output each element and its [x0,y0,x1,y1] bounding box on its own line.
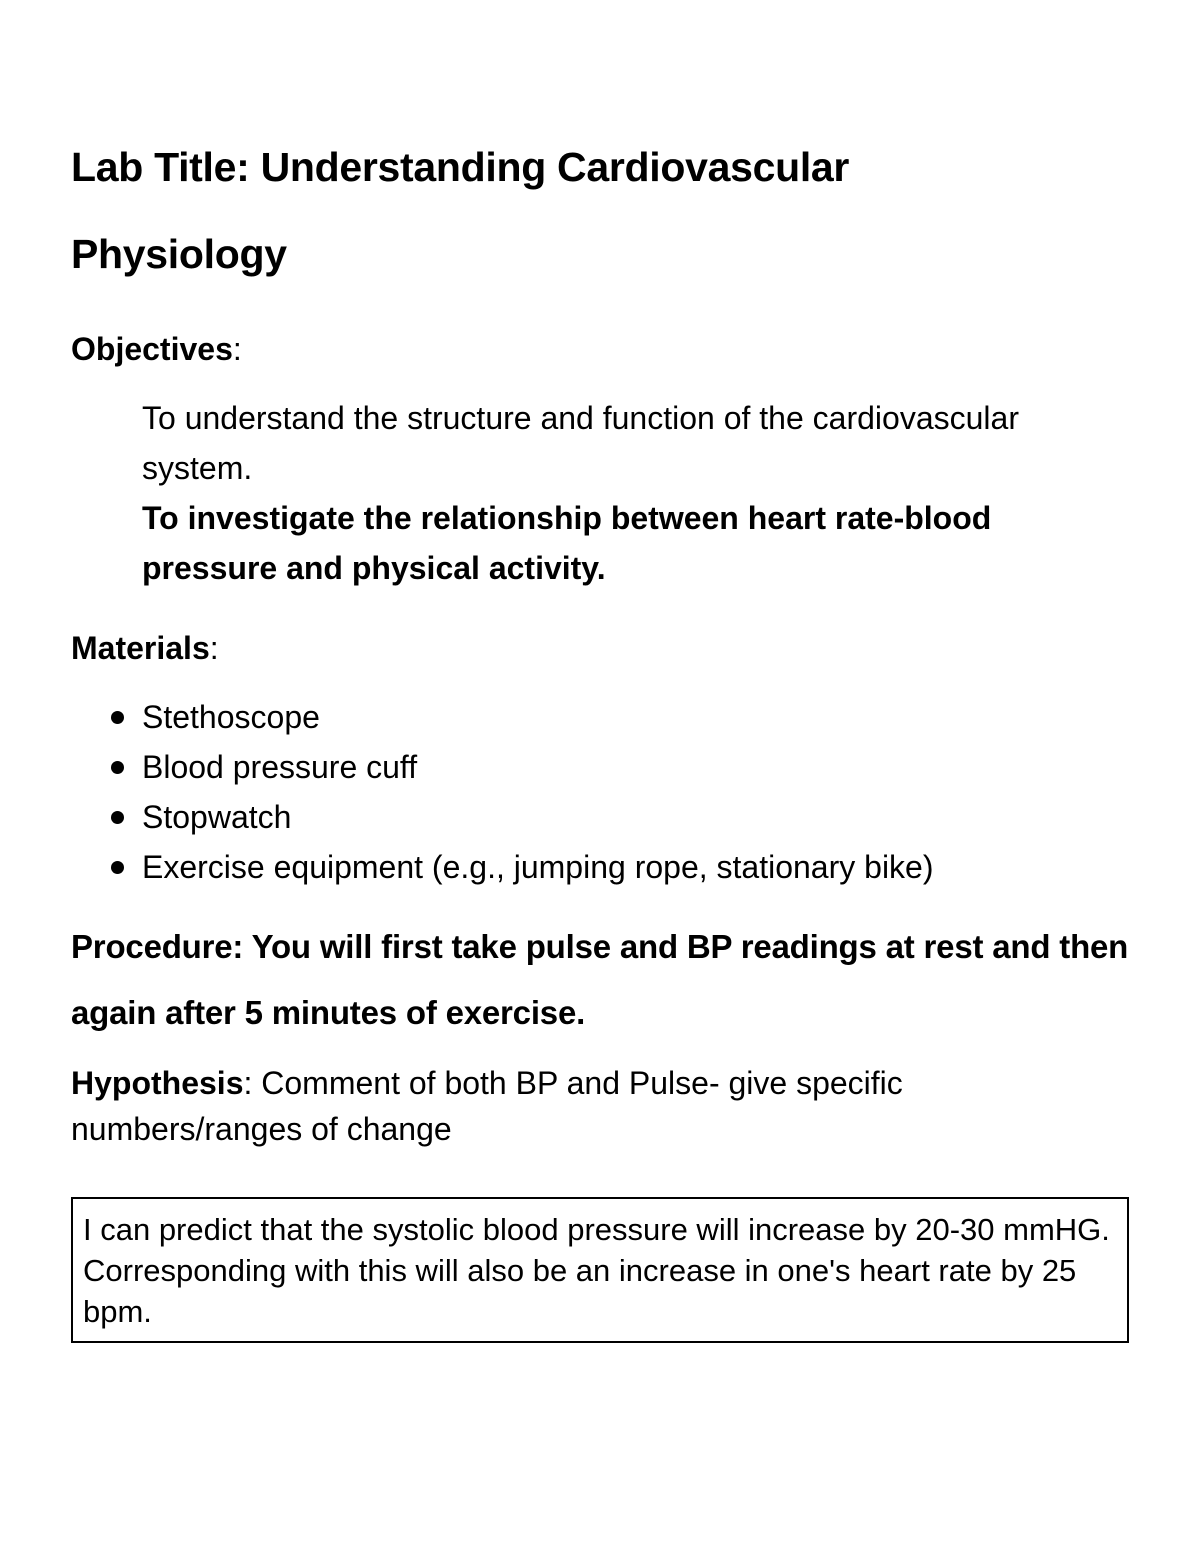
objective-item: To investigate the relationship between heart rate-blood pressure and physical activity. [142,500,992,586]
objectives-heading [71,329,242,369]
bullet-icon [111,761,124,774]
materials-heading [71,628,219,668]
materials-label: Materials [71,630,210,666]
hypothesis-prompt: : Comment of both BP and Pulse- give specific numbers/ranges of change [71,1065,903,1147]
materials-list [71,692,934,892]
hypothesis-answer-box[interactable]: I can predict that the systolic blood pressure will increase by 20-30 mmHG. Corresponding with this will also be an increase in one's heart rate by 25 bpm. [71,1197,1129,1343]
materials-colon: : [209,630,219,666]
objective-item: To understand the structure and function of the cardiovascular system. [142,400,1019,486]
bullet-icon [111,711,124,724]
procedure-text: Procedure: You will first take pulse and BP readings at rest and then again after 5 minutes of exercise. [71,928,1129,1031]
lab-title: Lab Title: Understanding Cardiovascular Physiology [71,144,850,277]
objectives-colon: : [232,331,242,367]
bullet-icon [111,811,124,824]
bullet-icon [111,861,124,874]
list-item [71,692,934,742]
list-item [71,742,934,792]
material-item-label: Stopwatch [142,799,292,835]
list-item [71,842,934,892]
material-item-label: Exercise equipment (e.g., jumping rope, stationary bike) [142,849,934,885]
objectives-label: Objectives [71,331,233,367]
hypothesis-section [71,1060,1071,1152]
material-item-label: Blood pressure cuff [142,749,418,785]
material-item-label: Stethoscope [142,699,320,735]
objectives-list [142,393,1102,593]
hypothesis-label: Hypothesis [71,1065,244,1101]
list-item [71,792,934,842]
